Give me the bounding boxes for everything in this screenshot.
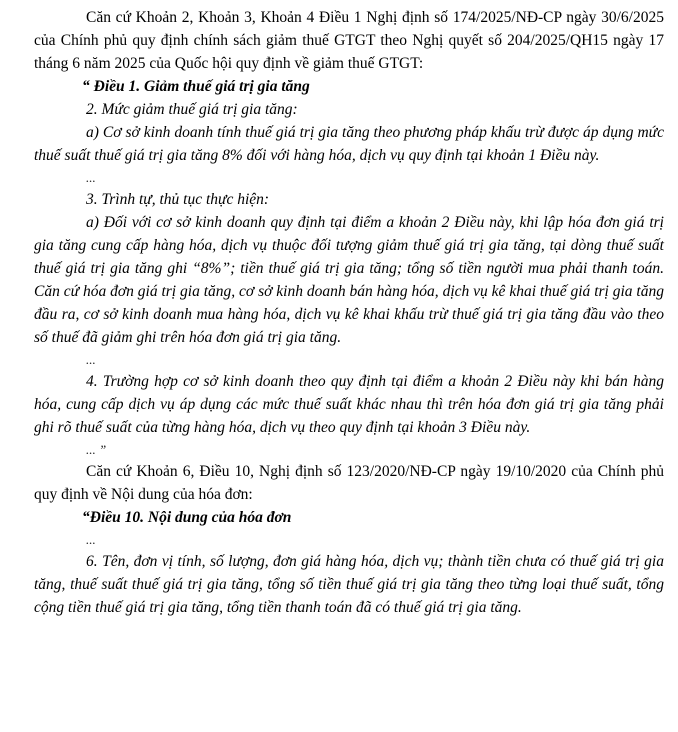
article-1-title: “ Điều 1. Giảm thuế giá trị gia tăng xyxy=(82,78,310,95)
ellipsis-2: ... xyxy=(86,352,96,367)
intro-paragraph-2: Căn cứ Khoản 6, Điều 10, Nghị định số 123/2020/NĐ-CP ngày 19/10/2020 của Chính phủ quy định về Nội dung của hóa đơn: xyxy=(34,463,664,503)
clause-2a-text: a) Cơ sở kinh doanh tính thuế giá trị gia tăng theo phương pháp khấu trừ được áp dụng mức thuế suất thuế giá trị gia tăng 8% đối với hàng hóa, dịch vụ quy định tại khoản 1 Điều này. xyxy=(34,124,664,164)
intro-paragraph-1: Căn cứ Khoản 2, Khoản 3, Khoản 4 Điều 1 Nghị định số 174/2025/NĐ-CP ngày 30/6/2025 của Chính phủ quy định chính sách giảm thuế GTGT theo Nghị quyết số 204/2025/QH15 ngày 17 tháng 6 năm 2025 của Quốc hội quy định về giảm thuế GTGT: xyxy=(34,9,664,72)
clause-2-heading: 2. Mức giảm thuế giá trị gia tăng: xyxy=(86,101,298,118)
ellipsis-1: ... xyxy=(86,170,96,185)
clause-6-text: 6. Tên, đơn vị tính, số lượng, đơn giá hàng hóa, dịch vụ; thành tiền chưa có thuế giá trị gia tăng, thuế suất thuế giá trị gia tăng, tổng số tiền thuế giá trị gia tăng theo từng loại thuế suất, tổng cộng tiền thuế giá trị gia tăng, tổng tiền thanh toán đã có thuế giá trị gia tăng. xyxy=(34,553,664,616)
clause-4-text: 4. Trường hợp cơ sở kinh doanh theo quy định tại điểm a khoản 2 Điều này khi bán hàng hóa, cung cấp dịch vụ áp dụng các mức thuế suất khác nhau thì trên hóa đơn giá trị gia tăng phải ghi rõ thuế suất của từng hàng hóa, dịch vụ theo quy định tại khoản 3 Điều này. xyxy=(34,373,664,436)
clause-3-heading: 3. Trình tự, thủ tục thực hiện: xyxy=(86,191,270,208)
ellipsis-3: ... ” xyxy=(86,442,107,457)
ellipsis-4: ... xyxy=(86,532,96,547)
clause-3a-text: a) Đối với cơ sở kinh doanh quy định tại điểm a khoản 2 Điều này, khi lập hóa đơn giá trị gia tăng cung cấp hàng hóa, dịch vụ thuộc đối tượng giảm thuế giá trị gia tăng, tại dòng thuế suất thuế giá trị gia tăng ghi “8%”; tiền thuế giá trị gia tăng; tổng số tiền người mua phải thanh toán. Căn cứ hóa đơn giá trị gia tăng, cơ sở kinh doanh bán hàng hóa, dịch vụ kê khai thuế giá trị gia tăng đầu ra, cơ sở kinh doanh mua hàng hóa, dịch vụ kê khai khấu trừ thuế giá trị gia tăng đầu vào theo số thuế đã giảm ghi trên hóa đơn giá trị gia tăng. xyxy=(34,214,664,346)
article-10-title: “Điều 10. Nội dung của hóa đơn xyxy=(82,509,292,526)
